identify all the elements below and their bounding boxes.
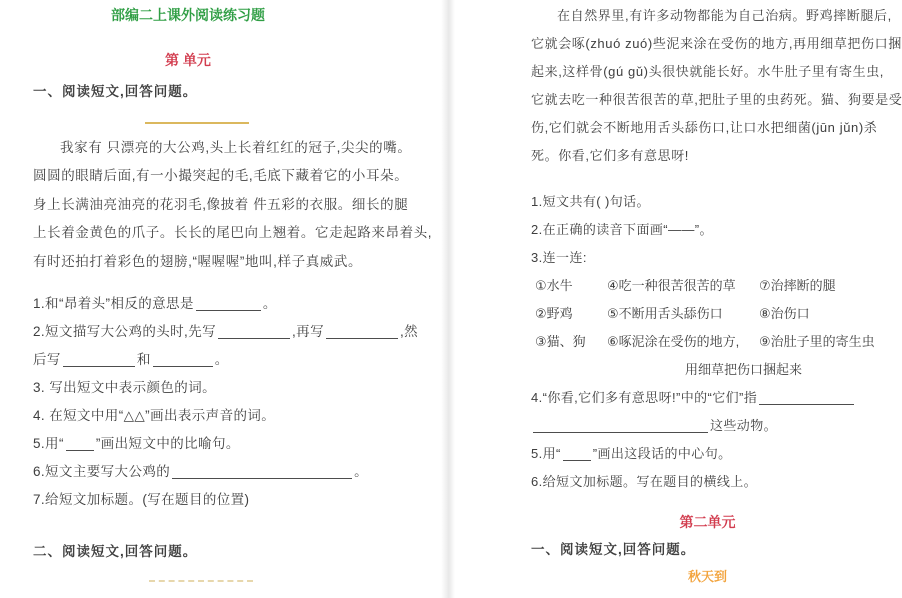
- question-4-line-1: [531, 384, 884, 412]
- match-action: ⑥啄泥涂在受伤的地方,: [607, 334, 740, 349]
- passage-line: 起来,这样骨(gú gǔ)头很快就能长好。水牛肚子里有寄生虫,: [531, 64, 885, 79]
- answer-blank: [326, 325, 398, 339]
- match-action-wrap: 用细草把伤口捆起来: [685, 362, 803, 377]
- question-2-line-2: [33, 346, 431, 374]
- section-heading-unit2: 一、阅读短文,回答问题。: [531, 542, 696, 557]
- match-action: ④吃一种很苦很苦的草: [607, 278, 736, 293]
- passage-line: 上长着金黄色的爪子。长长的尾巴向上翘着。它走起路来昂着头,: [33, 225, 433, 240]
- question-text: 5.用“: [531, 446, 561, 461]
- question-text: 后写: [33, 352, 61, 367]
- question-5: [33, 430, 431, 458]
- match-result: ⑧治伤口: [759, 306, 810, 321]
- question-text: 和: [136, 352, 151, 367]
- match-animal: ①水牛: [535, 278, 573, 293]
- page-gutter: [441, 0, 455, 598]
- question-text: 1.和“昂着头”相反的意思是: [33, 296, 194, 311]
- answer-blank: [563, 447, 591, 461]
- passage-animals: [531, 2, 902, 170]
- passage-line: 我家有 只漂亮的大公鸡,头上长着红红的冠子,尖尖的嘴。: [60, 139, 412, 155]
- question-5: [531, 440, 884, 468]
- passage-line: 伤,它们就会不断地用舌头舔伤口,让口水把细菌(jūn jǔn)杀: [531, 120, 878, 135]
- question-text: 4.“你看,它们多有意思呀!”中的“它们”指: [531, 390, 758, 405]
- title-underline: [145, 122, 249, 124]
- question-text: ,再写: [292, 324, 324, 339]
- question-1: [33, 290, 431, 318]
- question-text: 。: [262, 296, 277, 311]
- passage-line: 它就会啄(zhuó zuó)些泥来涂在受伤的地方,再用细草把伤口捆: [531, 36, 902, 51]
- question-4: 4. 在短文中用“△△”画出表示声音的词。: [33, 408, 276, 423]
- match-animal: ②野鸡: [535, 306, 573, 321]
- match-row: [535, 272, 884, 300]
- question-2: 2.在正确的读音下面画“——”。: [531, 222, 713, 237]
- answer-blank: [759, 391, 854, 405]
- question-text: 。: [214, 352, 229, 367]
- unit-1-heading: 第 单元: [165, 52, 211, 68]
- passage-rooster: [33, 134, 431, 277]
- question-text: 。: [354, 464, 369, 479]
- question-2-line-1: [33, 318, 431, 346]
- question-6: 6.给短文加标题。写在题目的横线上。: [531, 474, 758, 489]
- question-4-line-2: [531, 412, 884, 440]
- question-text: 5.用“: [33, 436, 64, 451]
- question-text: ”画出这段话的中心句。: [592, 446, 732, 461]
- question-text: ,然: [399, 324, 419, 339]
- match-result: ⑨治肚子里的寄生虫: [759, 334, 875, 349]
- match-action: ⑤不断用舌头舔伤口: [607, 306, 723, 321]
- questions-section-1: [33, 290, 431, 514]
- question-text: 2.短文描写大公鸡的头时,先写: [33, 324, 217, 339]
- page-title: 部编二上课外阅读练习题: [111, 7, 265, 23]
- match-result: ⑦治摔断的腿: [759, 278, 836, 293]
- question-7: 7.给短文加标题。(写在题目的位置): [33, 492, 250, 507]
- page-1: [0, 0, 441, 598]
- answer-blank: [172, 465, 352, 479]
- matching-exercise: [535, 272, 884, 384]
- answer-blank: [66, 437, 94, 451]
- question-3: 3. 写出短文中表示颜色的词。: [33, 380, 217, 395]
- passage-line: 死。你看,它们多有意思呀!: [531, 148, 690, 163]
- question-text: 6.短文主要写大公鸡的: [33, 464, 171, 479]
- question-text: 这些动物。: [710, 418, 778, 433]
- answer-blank: [196, 297, 261, 311]
- question-1: 1.短文共有( )句话。: [531, 194, 650, 209]
- passage-line: 有时还拍打着彩色的翅膀,“喔喔喔”地叫,样子真威武。: [33, 253, 363, 269]
- section-2-heading: 二、阅读短文,回答问题。: [33, 544, 198, 559]
- answer-blank: [218, 325, 290, 339]
- match-row: [535, 300, 884, 328]
- passage-line: 它就去吃一种很苦很苦的草,把肚子里的虫药死。猫、狗要是受: [531, 92, 902, 107]
- passage-subtitle-autumn: 秋天到: [687, 569, 727, 584]
- match-row: [535, 328, 884, 356]
- answer-blank: [533, 419, 708, 433]
- question-3: 3.连一连:: [531, 250, 587, 265]
- title-underline-dashed: [149, 580, 253, 582]
- answer-blank: [153, 353, 213, 367]
- section-1-heading: 一、阅读短文,回答问题。: [33, 84, 198, 99]
- passage-line: 身上长满油亮油亮的花羽毛,像披着 件五彩的衣服。细长的腿: [33, 196, 409, 212]
- question-text: ”画出短文中的比喻句。: [95, 436, 240, 451]
- page-2: [455, 0, 902, 598]
- unit-2-heading: 第二单元: [679, 514, 736, 530]
- question-6: [33, 458, 431, 486]
- match-animal: ③猫、狗: [535, 334, 586, 349]
- questions-section-2: [531, 188, 884, 496]
- passage-line: 在自然界里,有许多动物都能为自己治病。野鸡摔断腿后,: [557, 8, 892, 23]
- passage-line: 圆圆的眼睛后面,有一小撮突起的毛,毛底下藏着它的小耳朵。: [33, 168, 409, 183]
- answer-blank: [63, 353, 135, 367]
